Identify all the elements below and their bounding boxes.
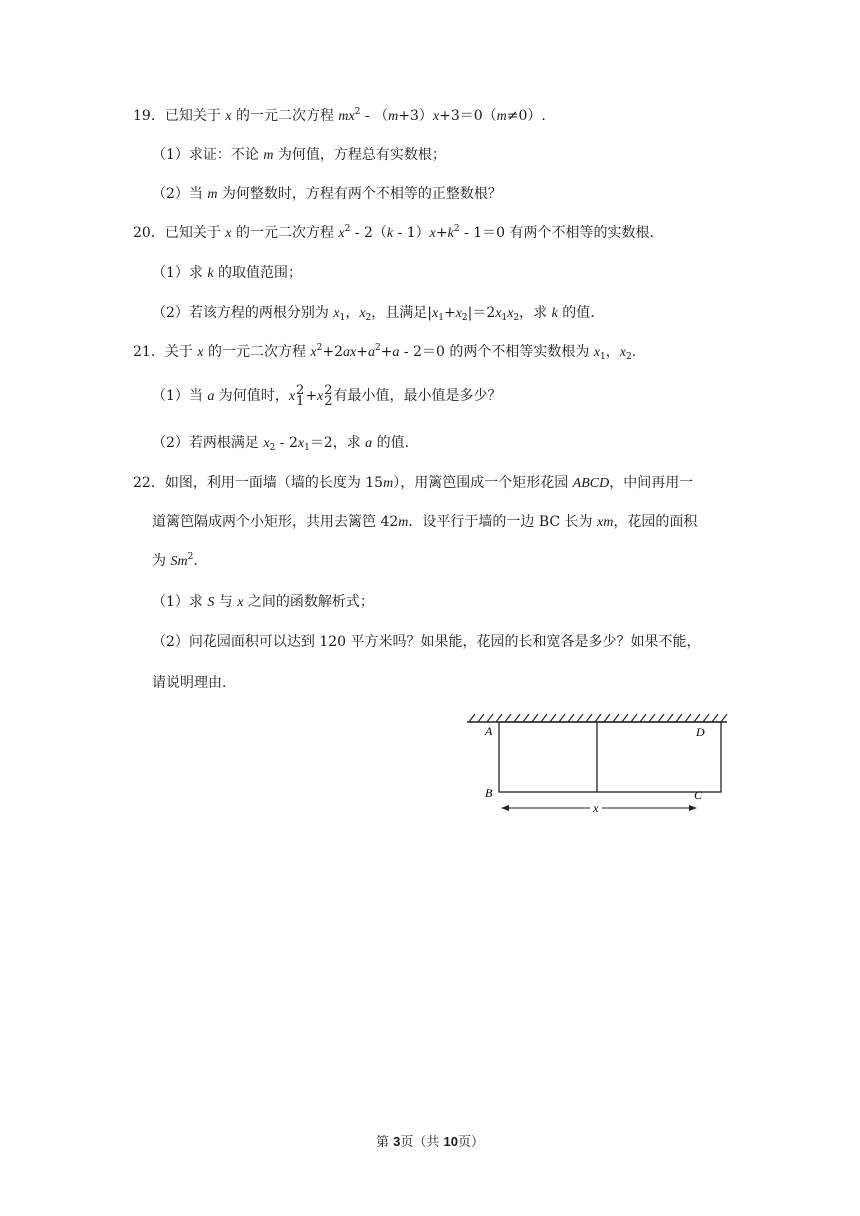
label-a: A [485,724,493,738]
hatch-mark [595,714,601,722]
hatch-mark [694,714,700,722]
hatch-mark [487,714,493,722]
label-x: x [593,801,599,815]
hatch-mark [676,714,682,722]
hatch-mark [649,714,655,722]
label-b: B [485,786,493,800]
q20-stem: 20．已知关于 x 的一元二次方程 $x^2 - 2(k - 1)x+k^2 - 1=0$ 有两个不相等的实数根. [133,224,654,241]
x2-squared-stack: 2 2 [324,383,333,409]
hatch-mark [685,714,691,722]
garden-rectangle [499,722,721,792]
label-d: D [696,725,705,739]
label-c: C [694,788,703,802]
hatch-mark [550,714,556,722]
hatch-mark [496,714,502,722]
q22-stem-line2: 道篱笆隔成两个小矩形，共用去篱笆 42m．设平行于墙的一边 BC 长为 xm，花园的面积 [152,514,698,530]
q19-part2: （2）当 m 为何整数时，方程有两个不相等的正整数根？ [152,186,502,202]
x-arrowhead-right [689,805,697,811]
hatch-mark [604,714,610,722]
hatch-mark [505,714,511,722]
hatch-mark [712,714,718,722]
hatch-mark [586,714,592,722]
q21-stem: 21．关于 x 的一元二次方程 $x^2+2ax+a^2+a - 2=0$ 的两个不相等实数根为 $x_1$，$x_2$. [133,343,637,362]
hatch-mark [532,714,538,722]
x-arrowhead-left [501,805,509,811]
q22-part2-line2: 请说明理由. [152,675,227,691]
hatch-mark [631,714,637,722]
q20-part1: （1）求 k 的取值范围； [152,265,303,281]
x1-squared-stack: 2 1 [296,383,305,409]
q22-stem-line3: 为 Sm$^2$. [152,552,198,569]
q20-part2: （2）若该方程的两根分别为 $x_1$，$x_2$，且满足$|x_1+x_2|=2x_1x_2$，求 k 的值. [152,305,595,323]
q21-part1: （1）当 a 为何值时，x 2 1 +x 2 2 有最小值，最小值是多少？ [152,383,502,409]
q21-part2: （2）若两根满足 $x_2 - 2x_1=2$，求 a 的值. [152,435,410,453]
hatch-mark [640,714,646,722]
garden-figure [463,708,733,818]
hatch-mark [514,714,520,722]
hatch-mark [469,714,475,722]
hatch-mark [658,714,664,722]
page-footer: 第 3页（共 10页） [376,1134,484,1150]
q22-part2-line1: （2）问花园面积可以达到 120 平方米吗？如果能，花园的长和宽各是多少？如果不能， [152,634,701,650]
hatch-mark [559,714,565,722]
q19-stem: 19．已知关于 x 的一元二次方程 $mx^2 - (m+3)x+3=0(m\ne 0)$. [133,107,546,124]
hatch-mark [667,714,673,722]
hatch-mark [568,714,574,722]
q22-part1: （1）求 S 与 x 之间的函数解析式； [152,594,374,610]
hatch-mark [577,714,583,722]
q19-part1: （1）求证：不论 m 为何值，方程总有实数根； [152,147,446,163]
q22-stem-line1: 22．如图，利用一面墙（墙的长度为 15m），用篱笆围成一个矩形花园 ABCD，中间再用一 [133,475,694,491]
hatch-mark [613,714,619,722]
hatch-mark [622,714,628,722]
hatch-mark [541,714,547,722]
hatch-mark [703,714,709,722]
wall-hatching [469,714,727,722]
hatch-mark [523,714,529,722]
hatch-mark [721,714,727,722]
hatch-mark [478,714,484,722]
